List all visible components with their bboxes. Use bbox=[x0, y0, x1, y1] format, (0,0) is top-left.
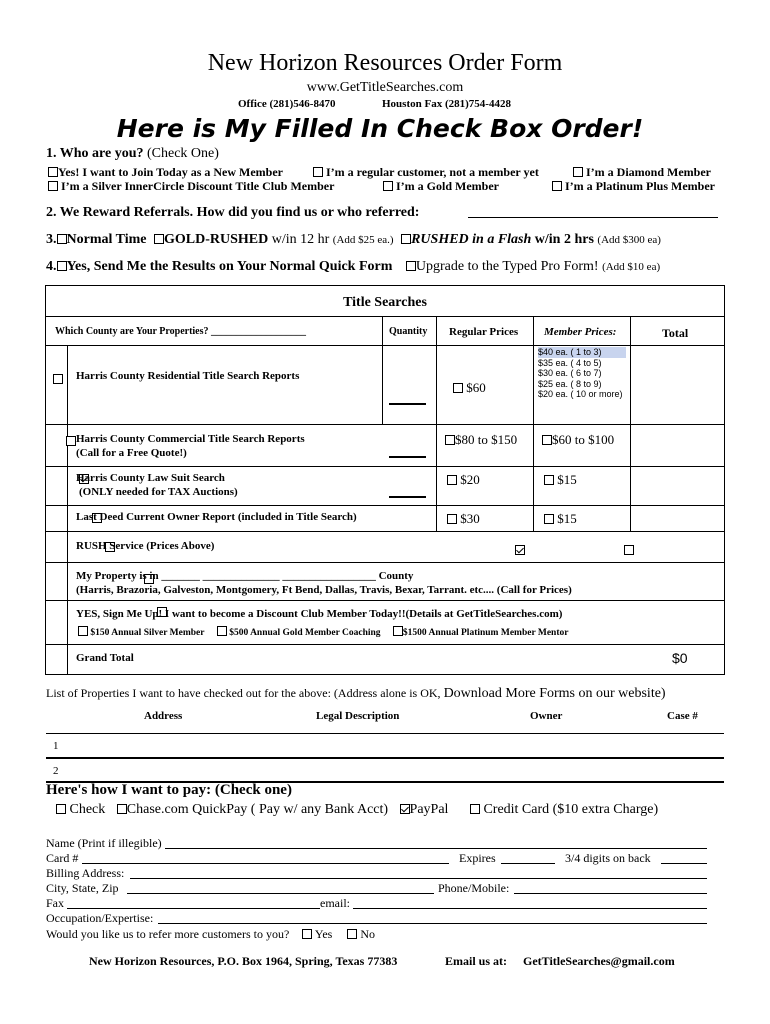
q3-row: 3. Normal Time GOLD-RUSHED w/in 12 hr (Add $25 ea.) RUSHED in a Flash w/in 2 hrs (Add $300 ea) bbox=[46, 232, 661, 247]
rush-member-checkbox[interactable] bbox=[624, 545, 634, 555]
refer-yes[interactable]: Yes bbox=[314, 927, 333, 941]
row-rush: RUSH Service (Prices Above) bbox=[76, 540, 215, 552]
row-residential: Harris County Residential Title Search Reports bbox=[76, 370, 300, 382]
q4-row: 4. Yes, Send Me the Results on Your Normal Quick Form Upgrade to the Typed Pro Form! (Add $10 ea) bbox=[46, 259, 661, 274]
quantity-field[interactable] bbox=[389, 448, 426, 458]
q1-option-diamond[interactable]: I’m a Diamond Member bbox=[573, 165, 711, 180]
row-residential-regular: $60 bbox=[453, 380, 486, 396]
q2-label: 2. We Reward Referrals. How did you find us or who referred: bbox=[46, 205, 420, 220]
checkbox[interactable] bbox=[302, 929, 312, 939]
email-field[interactable] bbox=[353, 896, 707, 909]
checkbox[interactable] bbox=[406, 261, 416, 271]
grand-total-label: Grand Total bbox=[76, 652, 134, 664]
col-quantity: Quantity bbox=[389, 326, 428, 337]
rushed-option[interactable]: RUSHED in a Flash bbox=[411, 232, 532, 247]
name-label: Name (Print if illegible) bbox=[46, 836, 162, 850]
pay-credit[interactable]: Credit Card ($10 extra Charge) bbox=[483, 802, 659, 817]
row-lawsuit-regular: $20 bbox=[447, 472, 480, 488]
signup-options: $150 Annual Silver Member $500 Annual Gold Member Coaching $1500 Annual Platinum Member Mentor bbox=[78, 626, 568, 638]
checkbox[interactable] bbox=[400, 804, 410, 814]
row-signup: YES, Sign Me Up! I want to become a Discount Club Member Today!!(Details at GetTitleSearches.com) bbox=[76, 608, 563, 620]
checkbox[interactable] bbox=[217, 626, 227, 636]
col-regular: Regular Prices bbox=[449, 326, 519, 338]
quantity-field[interactable] bbox=[389, 395, 426, 405]
digits-label: 3/4 digits on back bbox=[565, 851, 651, 865]
col-county: Which County are Your Properties? ___________________ bbox=[55, 326, 307, 337]
checkbox[interactable] bbox=[154, 234, 164, 244]
fax-field[interactable] bbox=[67, 896, 320, 909]
checkbox[interactable] bbox=[542, 435, 552, 445]
col-case: Case # bbox=[667, 710, 698, 722]
referral-field[interactable] bbox=[468, 203, 718, 218]
payment-heading: Here's how I want to pay: (Check one) bbox=[46, 782, 292, 798]
normal-form-option[interactable]: Yes, Send Me the Results on Your Normal Quick Form bbox=[66, 259, 393, 274]
page-title: New Horizon Resources Order Form bbox=[207, 50, 563, 76]
row-commercial-regular: $80 to $150 bbox=[445, 432, 517, 448]
checkbox[interactable] bbox=[313, 167, 323, 177]
card-field[interactable] bbox=[82, 851, 449, 864]
checkbox[interactable] bbox=[447, 475, 457, 485]
checkbox[interactable] bbox=[57, 261, 67, 271]
property-line-1[interactable] bbox=[46, 757, 724, 759]
row-last-deed-regular: $30 bbox=[447, 511, 480, 527]
row-lawsuit: Harris County Law Suit Search (ONLY needed for TAX Auctions) bbox=[76, 472, 238, 498]
row-last-deed: Last Deed Current Owner Report (included in Title Search) bbox=[76, 511, 357, 523]
expires-label: Expires bbox=[459, 851, 496, 865]
checkbox[interactable] bbox=[383, 181, 393, 191]
q1-heading bbox=[46, 146, 219, 162]
q1-label: 1. Who are you? bbox=[46, 146, 144, 161]
city-label: City, State, Zip bbox=[46, 881, 119, 895]
occupation-label: Occupation/Expertise: bbox=[46, 911, 154, 925]
row-last-deed-member: $15 bbox=[544, 511, 577, 527]
payment-options bbox=[56, 802, 658, 818]
checkbox[interactable] bbox=[544, 475, 554, 485]
q1-option-regular[interactable]: I’m a regular customer, not a member yet bbox=[313, 165, 539, 180]
refer-row: Would you like us to refer more customers to you? Yes No bbox=[46, 927, 376, 941]
fax-label: Fax bbox=[46, 896, 64, 910]
footer-address: New Horizon Resources, P.O. Box 1964, Spring, Texas 77383 bbox=[89, 954, 398, 968]
expires-field[interactable] bbox=[501, 851, 555, 864]
footer-email[interactable]: GetTitleSearches@gmail.com bbox=[523, 954, 675, 968]
q1-option-platinum[interactable]: I’m a Platinum Plus Member bbox=[552, 179, 715, 194]
fax-number: Houston Fax (281)754-4428 bbox=[382, 98, 511, 110]
banner: Here is My Filled In Check Box Order! bbox=[116, 114, 644, 143]
checkbox[interactable] bbox=[57, 234, 67, 244]
office-phone: Office (281)546-8470 bbox=[238, 98, 336, 110]
checkbox[interactable] bbox=[544, 514, 554, 524]
q1-option-new[interactable]: Yes! I want to Join Today as a New Member bbox=[48, 165, 283, 180]
col-total: Total bbox=[662, 326, 689, 340]
checkbox[interactable] bbox=[453, 383, 463, 393]
checkbox[interactable] bbox=[48, 181, 58, 191]
grand-total-value: $0 bbox=[672, 650, 688, 666]
email-label: email: bbox=[320, 896, 350, 910]
billing-field[interactable] bbox=[130, 866, 707, 879]
checkbox[interactable] bbox=[56, 804, 66, 814]
property-row-1: 1 bbox=[53, 740, 59, 752]
upgrade-option[interactable]: Upgrade to the Typed Pro Form! bbox=[415, 259, 599, 274]
city-field[interactable] bbox=[127, 881, 434, 894]
row-checkbox[interactable] bbox=[53, 374, 63, 384]
billing-label: Billing Address: bbox=[46, 866, 125, 880]
col-address: Address bbox=[144, 710, 183, 722]
table-title: Title Searches bbox=[343, 295, 427, 310]
q1-option-silver[interactable]: I’m a Silver InnerCircle Discount Title Club Member bbox=[48, 179, 334, 194]
col-legal: Legal Description bbox=[316, 710, 400, 722]
pay-paypal[interactable]: PayPal bbox=[409, 802, 449, 817]
name-field[interactable] bbox=[165, 836, 707, 849]
rush-regular-checkbox[interactable] bbox=[515, 545, 525, 555]
checkbox[interactable] bbox=[347, 929, 357, 939]
checkbox[interactable] bbox=[573, 167, 583, 177]
checkbox[interactable] bbox=[552, 181, 562, 191]
checkbox[interactable] bbox=[470, 804, 480, 814]
normal-time-option[interactable]: Normal Time bbox=[66, 232, 147, 247]
row-property-county: My Property is in _______ ______________ _________________ County (Harris, Brazoria, Galveston, Montgomery, Ft Bend, Dallas, Travis, Bexar, Tarrant. etc.... (Call for Prices) bbox=[76, 570, 572, 596]
checkbox[interactable] bbox=[447, 514, 457, 524]
properties-intro: List of Properties I want to have checked out for the above: (Address alone is OK, Download More Forms on our website) bbox=[46, 686, 666, 701]
pay-chase[interactable]: Chase.com QuickPay ( Pay w/ any Bank Acct) bbox=[126, 802, 389, 817]
checkbox[interactable] bbox=[445, 435, 455, 445]
q1-hint: (Check One) bbox=[147, 146, 219, 161]
checkbox[interactable] bbox=[401, 234, 411, 244]
phone-field[interactable] bbox=[514, 881, 707, 894]
quantity-field[interactable] bbox=[389, 488, 426, 498]
checkbox[interactable] bbox=[78, 626, 88, 636]
col-owner: Owner bbox=[530, 710, 563, 722]
row-commercial: Harris County Commercial Title Search Reports (Call for a Free Quote!) bbox=[76, 433, 305, 459]
row-commercial-member: $60 to $100 bbox=[542, 432, 614, 448]
gold-rushed-option[interactable]: GOLD-RUSHED bbox=[163, 232, 269, 247]
website: www.GetTitleSearches.com bbox=[306, 80, 464, 95]
checkbox[interactable] bbox=[48, 167, 58, 177]
member-tiers: $40 ea. ( 1 to 3) $35 ea. ( 4 to 5) $30 ea. ( 6 to 7) $25 ea. ( 8 to 9) $20 ea. ( 10 or more) bbox=[538, 347, 626, 400]
footer-email-label: Email us at: bbox=[445, 954, 508, 968]
property-row-2: 2 bbox=[53, 765, 59, 777]
digits-field[interactable] bbox=[661, 851, 707, 864]
phone-label: Phone/Mobile: bbox=[438, 881, 510, 895]
occupation-field[interactable] bbox=[158, 911, 707, 924]
row-checkbox[interactable] bbox=[66, 436, 76, 446]
card-label: Card # bbox=[46, 851, 79, 865]
checkbox[interactable] bbox=[117, 804, 127, 814]
pay-check[interactable]: Check bbox=[69, 802, 106, 817]
q1-option-gold[interactable]: I’m a Gold Member bbox=[383, 179, 499, 194]
checkbox[interactable] bbox=[393, 626, 403, 636]
refer-no[interactable]: No bbox=[360, 927, 376, 941]
row-lawsuit-member: $15 bbox=[544, 472, 577, 488]
col-member: Member Prices: bbox=[544, 326, 617, 338]
